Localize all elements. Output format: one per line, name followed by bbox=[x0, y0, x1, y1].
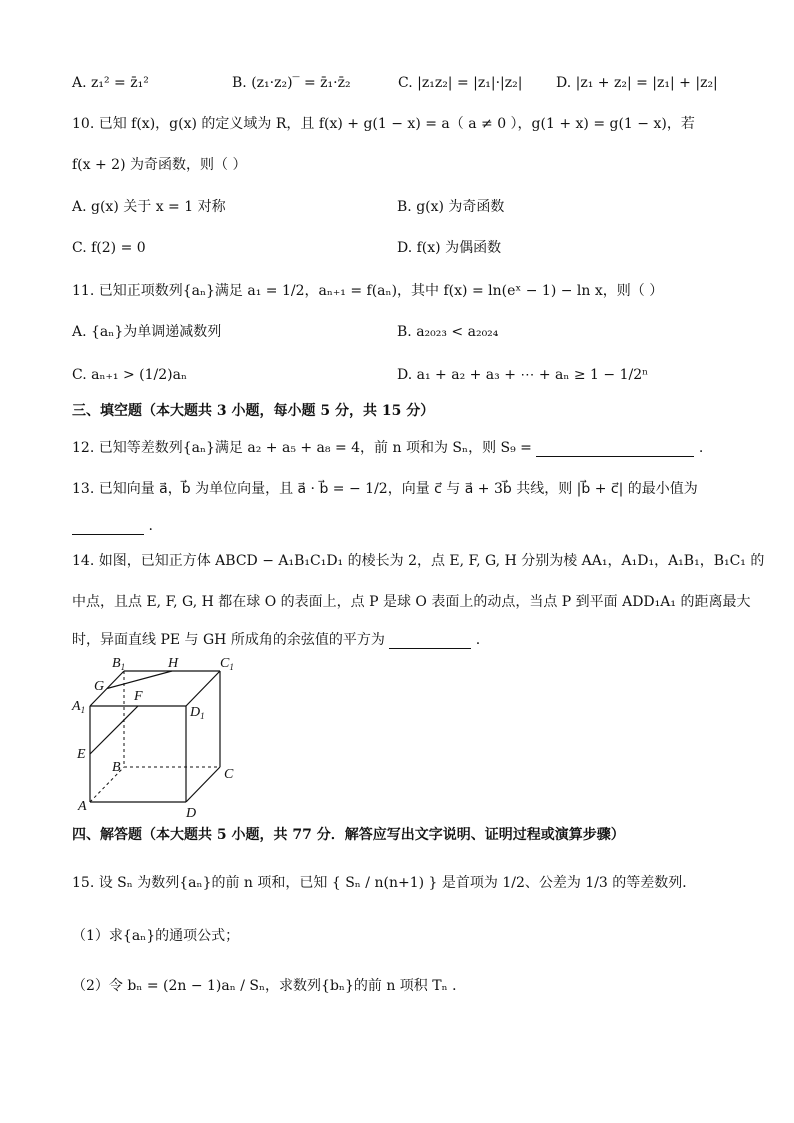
q14-line3 bbox=[72, 631, 480, 649]
q14-line1: 14. 如图，已知正方体 ABCD − A₁B₁C₁D₁ 的棱长为 2，点 E, F, G, H 分别为棱 AA₁，A₁D₁，A₁B₁，B₁C₁ 的 bbox=[72, 553, 765, 569]
label-a1: $A_1$ bbox=[72, 699, 86, 715]
label-f: F bbox=[134, 689, 143, 704]
q10-option-c: C. f(2) = 0 bbox=[72, 240, 146, 256]
edge-c1-d1 bbox=[186, 671, 220, 706]
q11-option-b: B. a₂₀₂₃ < a₂₀₂₄ bbox=[397, 324, 499, 340]
q14-stem-end: 时，异面直线 PE 与 GH 所成角的余弦值的平方为 bbox=[72, 632, 385, 648]
label-b: B bbox=[112, 760, 121, 775]
q11-option-a: A. {aₙ}为单调递减数列 bbox=[72, 324, 222, 340]
q12-text bbox=[72, 439, 703, 457]
q11-stem: 11. 已知正项数列{aₙ}满足 a₁ = 1/2，aₙ₊₁ = f(aₙ)，其中 f(x) = ln(eˣ − 1) − ln x，则（ ） bbox=[72, 283, 664, 299]
q9-option-b: B. (z₁·z₂)‾ = z̄₁·z̄₂ bbox=[232, 75, 351, 91]
q9-option-a: A. z₁² = z̄₁² bbox=[72, 75, 149, 91]
label-c1: $C_1$ bbox=[220, 656, 234, 672]
label-h: H bbox=[168, 656, 179, 671]
q12-stem: 12. 已知等差数列{aₙ}满足 a₂ + a₅ + a₈ = 4，前 n 项和为 Sₙ，则 S₉ = bbox=[72, 440, 532, 456]
q10-option-b: B. g(x) 为奇函数 bbox=[397, 199, 505, 215]
label-d1: $D_1$ bbox=[190, 705, 205, 721]
q11-option-c: C. aₙ₊₁ > (1/2)aₙ bbox=[72, 367, 188, 383]
section3-heading: 三、填空题（本大题共 3 小题，每小题 5 分，共 15 分） bbox=[72, 403, 435, 419]
label-c: C bbox=[224, 767, 234, 782]
q9-option-d: D. |z₁ + z₂| = |z₁| + |z₂| bbox=[556, 75, 718, 91]
label-g: G bbox=[94, 679, 105, 694]
q9-option-c: C. |z₁z₂| = |z₁|·|z₂| bbox=[398, 75, 523, 91]
q10-stem-line2: f(x + 2) 为奇函数，则（ ） bbox=[72, 157, 247, 173]
cube-figure bbox=[68, 650, 248, 822]
segment-g-h bbox=[107, 671, 172, 689]
q12-end: . bbox=[698, 440, 704, 456]
q13-end: . bbox=[148, 518, 153, 534]
q14-answer-blank[interactable] bbox=[389, 648, 471, 649]
label-a: A bbox=[78, 799, 87, 814]
label-d: D bbox=[186, 806, 197, 821]
segment-e-f bbox=[90, 706, 138, 754]
q10-option-d: D. f(x) 为偶函数 bbox=[397, 240, 502, 256]
label-e: E bbox=[77, 747, 86, 762]
q10-stem-line1: 10. 已知 f(x)，g(x) 的定义域为 R，且 f(x) + g(1 − x) = a（ a ≠ 0 ），g(1 + x) = g(1 − x)，若 bbox=[72, 116, 695, 132]
label-b1: $B_1$ bbox=[112, 656, 126, 672]
q13-answer-blank[interactable] bbox=[72, 534, 144, 535]
edge-c-d bbox=[186, 767, 220, 802]
q13-stem: 13. 已知向量 a⃗，b⃗ 为单位向量，且 a⃗ · b⃗ = − 1/2，向量 c⃗ 与 a⃗ + 3b⃗ 共线，则 |b⃗ + c⃗| 的最小值为 bbox=[72, 481, 698, 497]
q11-option-d: D. a₁ + a₂ + a₃ + ⋯ + aₙ ≥ 1 − 1/2ⁿ bbox=[397, 367, 649, 383]
q12-answer-blank[interactable] bbox=[536, 456, 694, 457]
q13-answer-row bbox=[72, 517, 153, 535]
q14-end: . bbox=[475, 632, 481, 648]
q15-part2: （2）令 bₙ = (2n − 1)aₙ / Sₙ，求数列{bₙ}的前 n 项积 Tₙ ． bbox=[72, 978, 467, 994]
q15-part1: （1）求{aₙ}的通项公式； bbox=[72, 928, 240, 944]
q10-option-a: A. g(x) 关于 x = 1 对称 bbox=[72, 199, 226, 215]
section4-heading: 四、解答题（本大题共 5 小题，共 77 分．解答应写出文字说明、证明过程或演算步骤） bbox=[72, 827, 625, 843]
q15-stem: 15. 设 Sₙ 为数列{aₙ}的前 n 项和，已知 { Sₙ / n(n+1) } 是首项为 1/2、公差为 1/3 的等差数列． bbox=[72, 875, 697, 891]
q14-line2: 中点，且点 E, F, G, H 都在球 O 的表面上，点 P 是球 O 表面上的动点，当点 P 到平面 ADD₁A₁ 的距离最大 bbox=[72, 594, 751, 610]
